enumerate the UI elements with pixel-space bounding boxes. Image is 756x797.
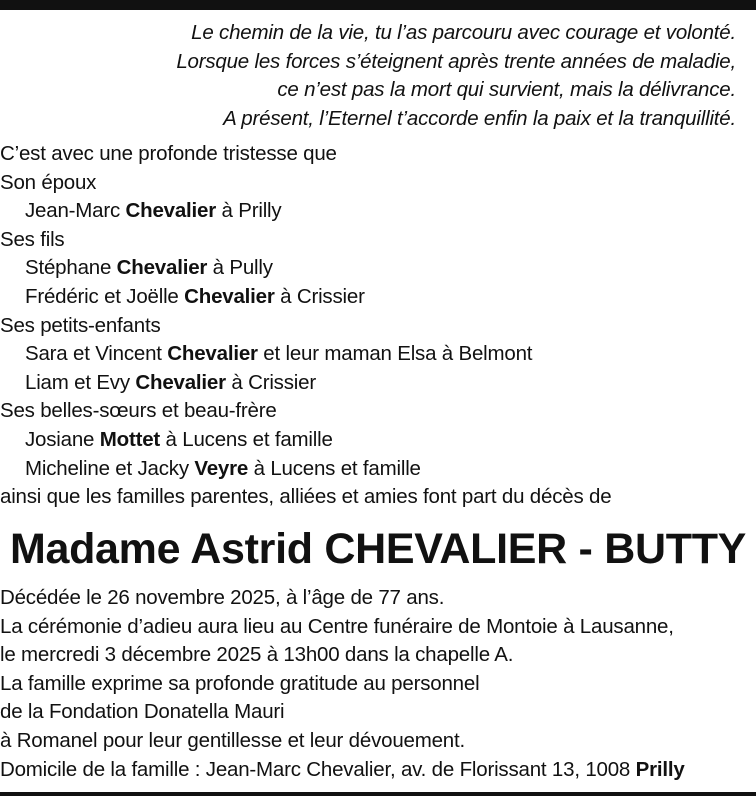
closing-line: ainsi que les familles parentes, alliées et amies font part du décès de bbox=[0, 485, 612, 509]
residence: à Crissier bbox=[274, 284, 365, 308]
gratitude-line: de la Fondation Donatella Mauri bbox=[0, 700, 285, 724]
grandchild-entry bbox=[0, 369, 611, 398]
residence: à Crissier bbox=[225, 370, 316, 394]
inlaw-entry bbox=[0, 426, 611, 455]
sons-heading: Ses fils bbox=[0, 227, 65, 251]
residence: à Lucens et famille bbox=[248, 456, 421, 480]
domicile-line bbox=[0, 756, 685, 785]
last-name: Chevalier bbox=[135, 370, 226, 394]
inlaws-heading: Ses belles-sœurs et beau-frère bbox=[0, 399, 277, 423]
residence: à Prilly bbox=[216, 199, 282, 223]
top-rule bbox=[0, 0, 756, 10]
first-name: Jean-Marc bbox=[25, 199, 126, 223]
opening-poem bbox=[176, 19, 736, 133]
ceremony-line: La cérémonie d’adieu aura lieu au Centre funéraire de Montoie à Lausanne, bbox=[0, 614, 674, 638]
son-entry bbox=[0, 254, 611, 283]
last-name: Chevalier bbox=[125, 199, 217, 223]
intro-line: C’est avec une profonde tristesse que bbox=[0, 142, 337, 165]
bottom-rule bbox=[0, 792, 756, 796]
residence: à Lucens et famille bbox=[160, 427, 333, 451]
residence: et leur maman Elsa à Belmont bbox=[257, 342, 533, 366]
spouse-entry bbox=[0, 197, 611, 226]
last-name: Chevalier bbox=[116, 256, 208, 280]
poem-line: Le chemin de la vie, tu l’as parcouru avec courage et volonté. bbox=[191, 21, 736, 44]
last-name: Chevalier bbox=[167, 342, 258, 366]
gratitude-line: à Romanel pour leur gentillesse et leur dévouement. bbox=[0, 728, 465, 752]
domicile-address: Domicile de la famille : Jean-Marc Chevalier, av. de Florissant 13, 1008 bbox=[0, 757, 636, 781]
first-name: Sara et Vincent bbox=[25, 342, 168, 366]
poem-line: Lorsque les forces s’éteignent après trente années de maladie, bbox=[176, 49, 736, 73]
death-line: Décédée le 26 novembre 2025, à l’âge de 77 ans. bbox=[0, 586, 445, 609]
first-name: Stéphane bbox=[25, 256, 117, 280]
domicile-city: Prilly bbox=[635, 757, 685, 781]
poem-line: A présent, l’Eternel t’accorde enfin la paix et la tranquillité. bbox=[223, 106, 736, 130]
last-name: Veyre bbox=[194, 456, 249, 480]
last-name: Chevalier bbox=[184, 284, 275, 308]
spouse-heading: Son époux bbox=[0, 170, 97, 194]
deceased-name: Madame Astrid CHEVALIER - BUTTY bbox=[9, 525, 747, 573]
son-entry bbox=[0, 283, 611, 312]
inlaw-entry bbox=[0, 455, 611, 484]
first-name: Frédéric et Joëlle bbox=[25, 284, 185, 308]
grandchild-entry bbox=[0, 340, 611, 369]
residence: à Pully bbox=[207, 256, 273, 280]
first-name: Josiane bbox=[25, 427, 100, 451]
last-name: Mottet bbox=[99, 427, 161, 451]
gratitude-line: La famille exprime sa profonde gratitude au personnel bbox=[0, 671, 480, 695]
ceremony-line: le mercredi 3 décembre 2025 à 13h00 dans la chapelle A. bbox=[0, 643, 514, 667]
funeral-details bbox=[0, 584, 685, 784]
first-name: Micheline et Jacky bbox=[25, 456, 195, 480]
grandchildren-heading: Ses petits-enfants bbox=[0, 313, 161, 337]
poem-line: ce n’est pas la mort qui survient, mais la délivrance. bbox=[277, 78, 736, 101]
first-name: Liam et Evy bbox=[25, 370, 136, 394]
family-announcement bbox=[0, 140, 611, 512]
